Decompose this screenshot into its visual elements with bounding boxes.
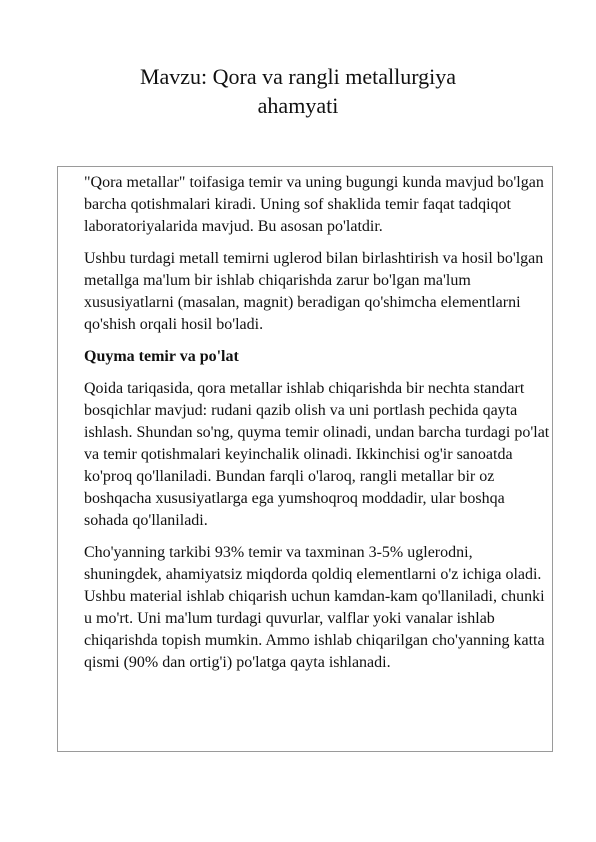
frame-tick-left-3	[57, 410, 58, 420]
frame-tick-left-4	[57, 582, 58, 592]
frame-tick-right-2	[552, 354, 553, 364]
paragraph-1: "Qora metallar" toifasiga temir va uning bugungi kunda mavjud bo'lgan barcha qotishmalari kiradi. Uning sof shaklida temir faqat tadqiqot laboratoriyalarida mavjud. Bu asosan po'latdir.	[84, 174, 544, 235]
paragraph-4: Cho'yanning tarkibi 93% temir va taxminan 3-5% uglerodni, shuningdek, ahamiyatsiz miqdorda qoldiq elementlarni o'z ichiga oladi. Ushbu material ishlab chiqarish uchun kamdan-kam qo'llaniladi, chunki u mo'rt. Uni ma'lum turdagi quvurlar, valflar yoki vanalar ishlab chiqarishda topish mumkin. Ammo ishlab chiqarilgan cho'yanning katta qismi (90% dan ortig'i) po'latga qayta ishlanadi.	[84, 544, 545, 671]
title-line-1: Mavzu: Qora va rangli metallurgiya	[139, 64, 457, 89]
frame-tick-right-3	[552, 410, 553, 420]
paragraph-3: Qoida tariqasida, qora metallar ishlab chiqarishda bir nechta standart bosqichlar mavjud: rudani qazib olish va uni portlash pechida qayta ishlash. Shundan so'ng, quyma temir olinadi, undan barcha turdagi po'lat va temir qotishmalari keyinchalik olinadi. Ikkinchisi og'ir sanoatda ko'proq qo'llaniladi. Bundan farqli o'laroq, rangli metallar bir oz boshqacha xususiyatlarga ega yumshoqroq moddadir, ular boshqa sohada qo'llaniladi.	[84, 380, 550, 529]
document-body	[84, 172, 552, 684]
page-title	[0, 62, 596, 120]
subheading: Quyma temir va po'lat	[84, 348, 239, 365]
frame-tick-right-1	[552, 256, 553, 266]
title-line-2: ahamyati	[257, 93, 339, 118]
paragraph-2: Ushbu turdagi metall temirni uglerod bilan birlashtirish va hosil bo'lgan metallga ma'lum bir ishlab chiqarishda zarur bo'lgan ma'lum xususiyatlarni (masalan, magnit) beradigan qo'shimcha elementlarni qo'shish orqali hosil bo'ladi.	[84, 250, 544, 333]
frame-tick-left-2	[57, 354, 58, 364]
frame-tick-right-4	[552, 582, 553, 592]
frame-tick-left-1	[57, 256, 58, 266]
